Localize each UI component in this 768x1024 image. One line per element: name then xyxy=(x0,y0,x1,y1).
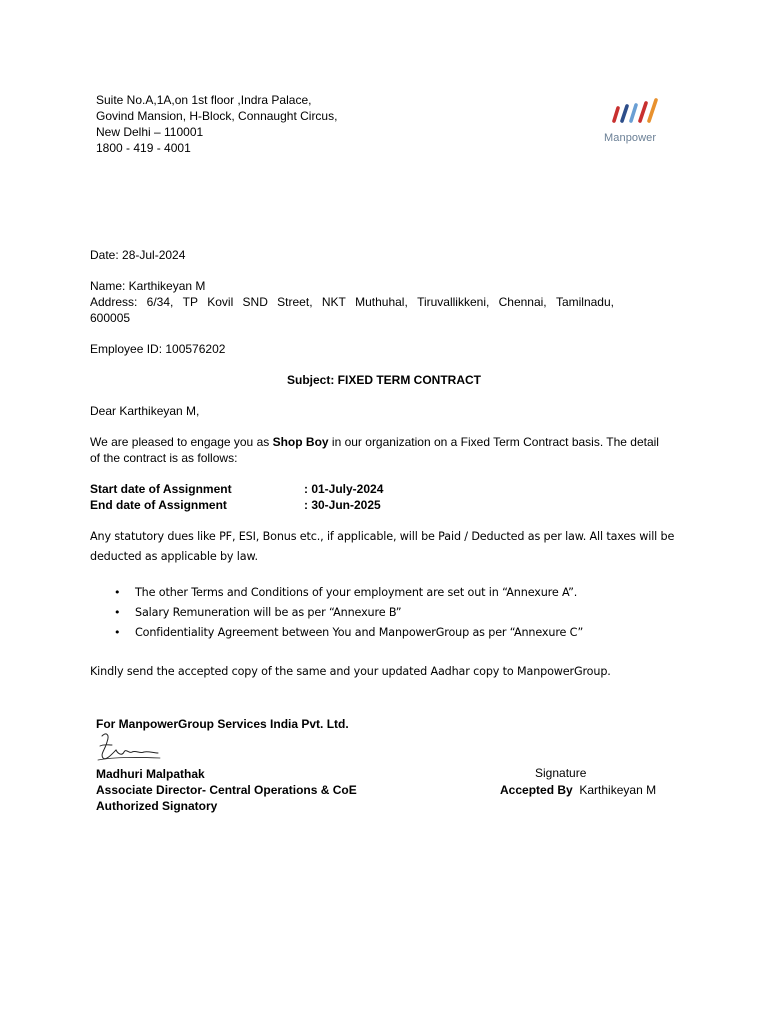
terms-list-item: • Salary Remuneration will be as per “Annexure B” xyxy=(90,603,690,623)
employee-id: Employee ID: 100576202 xyxy=(90,342,226,356)
signer-title: Associate Director- Central Operations & CoE xyxy=(96,783,357,797)
accepted-by-line xyxy=(500,782,656,798)
greeting: Dear Karthikeyan M, xyxy=(90,404,200,418)
address-word: Tiruvallikkeni, xyxy=(417,295,490,309)
logo-strokes xyxy=(614,100,656,121)
intro-text-start: We are pleased to engage you as xyxy=(90,435,273,449)
subject-line: Subject: FIXED TERM CONTRACT xyxy=(287,373,481,387)
sender-address xyxy=(96,92,396,156)
logo-stroke-5 xyxy=(649,100,656,121)
start-date-value: : 01-July-2024 xyxy=(304,482,384,496)
statutory-paragraph: Any statutory dues like PF, ESI, Bonus etc., if applicable, will be Paid / Deducted as per law. All taxes will be deducted as applicable by law. xyxy=(90,530,675,563)
sender-address-line-1: Suite No.A,1A,on 1st floor ,Indra Palace, xyxy=(96,93,312,107)
logo-stroke-3 xyxy=(631,105,636,121)
signer-name: Madhuri Malpathak xyxy=(96,767,205,781)
signer-role: Authorized Signatory xyxy=(96,799,218,813)
sender-address-line-4: 1800 - 419 - 4001 xyxy=(96,141,191,155)
address-word: Street, xyxy=(277,295,313,309)
terms-list-item: • Confidentiality Agreement between You and ManpowerGroup as per “Annexure C” xyxy=(90,623,690,643)
signatory-company: For ManpowerGroup Services India Pvt. Ltd. xyxy=(96,717,349,731)
intro-paragraph xyxy=(90,434,670,466)
sender-address-line-2: Govind Mansion, H-Block, Connaught Circus, xyxy=(96,109,338,123)
address-word: 6/34, xyxy=(146,295,174,309)
address-word: SND xyxy=(242,295,268,309)
logo-wordmark: Manpower xyxy=(604,132,657,144)
logo-stroke-4 xyxy=(640,103,646,121)
address-word: Muthuhal, xyxy=(355,295,408,309)
accepted-by-name: Karthikeyan M xyxy=(579,783,657,797)
logo-stroke-2 xyxy=(622,106,627,121)
signature-label: Signature xyxy=(535,766,587,780)
address-word: Kovil xyxy=(207,295,234,309)
recipient-name: Name: Karthikeyan M xyxy=(90,279,206,293)
intro-text-end: in our organization on a Fixed Term Contract basis. The detail of the contract is as follows: xyxy=(90,435,659,465)
address-word: Tamilnadu, xyxy=(555,295,614,309)
handwritten-signature xyxy=(96,730,162,764)
recipient-pincode: 600005 xyxy=(90,311,131,325)
job-role: Shop Boy xyxy=(272,435,329,449)
end-date-label: End date of Assignment xyxy=(90,498,227,512)
terms-list-item: • The other Terms and Conditions of your employment are set out in “Annexure A”. xyxy=(90,583,690,603)
address-word: TP xyxy=(182,295,198,309)
start-date-label: Start date of Assignment xyxy=(90,482,232,496)
address-word: Address: xyxy=(90,295,138,309)
logo-stroke-1 xyxy=(614,108,618,121)
letter-date: Date: 28-Jul-2024 xyxy=(90,248,186,262)
address-word: NKT xyxy=(321,295,346,309)
terms-list xyxy=(90,583,690,643)
recipient-address xyxy=(90,294,614,310)
end-date-value: : 30-Jun-2025 xyxy=(304,498,381,512)
sender-address-line-3: New Delhi – 110001 xyxy=(96,125,204,139)
accepted-by-label: Accepted By xyxy=(500,783,573,797)
closing-line: Kindly send the accepted copy of the same and your updated Aadhar copy to ManpowerGroup. xyxy=(90,665,611,678)
manpower-logo xyxy=(604,94,674,154)
address-word: Chennai, xyxy=(498,295,547,309)
